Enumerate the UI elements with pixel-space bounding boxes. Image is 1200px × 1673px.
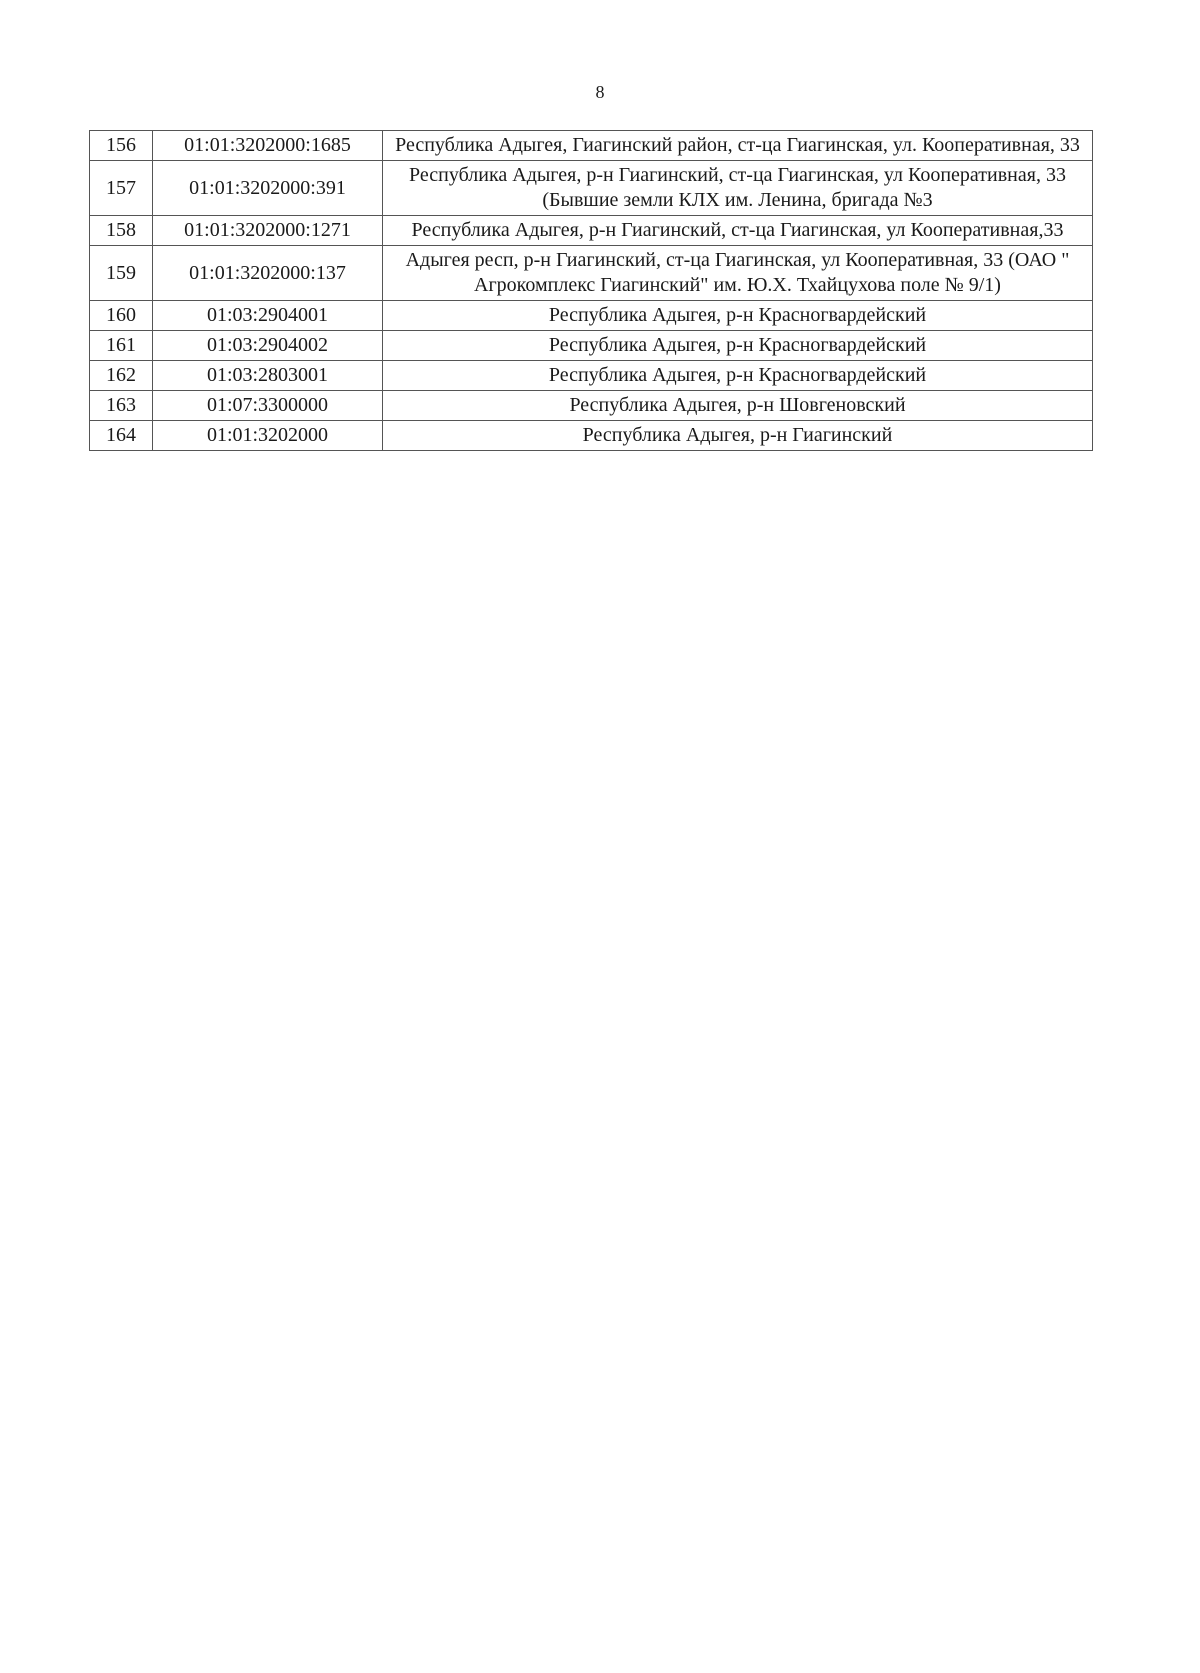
cadastral-number-cell: 01:01:3202000:391 <box>153 161 383 216</box>
table-row <box>90 216 1093 246</box>
table-row <box>90 246 1093 301</box>
table-row <box>90 391 1093 421</box>
address-cell: Республика Адыгея, р-н Шовгеновский <box>383 391 1093 421</box>
table-row <box>90 161 1093 216</box>
table-row <box>90 131 1093 161</box>
row-number-cell: 159 <box>90 246 153 301</box>
cadastral-number-cell: 01:01:3202000:137 <box>153 246 383 301</box>
address-cell: Республика Адыгея, р-н Красногвардейский <box>383 331 1093 361</box>
row-number-cell: 162 <box>90 361 153 391</box>
row-number-cell: 157 <box>90 161 153 216</box>
cadastral-number-cell: 01:03:2904001 <box>153 301 383 331</box>
table-row <box>90 301 1093 331</box>
cadastral-number-cell: 01:01:3202000 <box>153 421 383 451</box>
cadastral-number-cell: 01:01:3202000:1271 <box>153 216 383 246</box>
cadastral-number-cell: 01:07:3300000 <box>153 391 383 421</box>
address-cell: Республика Адыгея, Гиагинский район, ст-ца Гиагинская, ул. Кооперативная, 33 <box>383 131 1093 161</box>
address-cell: Республика Адыгея, р-н Гиагинский <box>383 421 1093 451</box>
row-number-cell: 163 <box>90 391 153 421</box>
row-number-cell: 156 <box>90 131 153 161</box>
cadastral-number-cell: 01:03:2803001 <box>153 361 383 391</box>
table-row <box>90 421 1093 451</box>
page-number: 8 <box>595 82 605 102</box>
cadastral-number-cell: 01:03:2904002 <box>153 331 383 361</box>
table-row <box>90 331 1093 361</box>
address-cell: Республика Адыгея, р-н Гиагинский, ст-ца Гиагинская, ул Кооперативная, 33 (Бывшие земли КЛХ им. Ленина, бригада №3 <box>383 161 1093 216</box>
address-cell: Республика Адыгея, р-н Красногвардейский <box>383 361 1093 391</box>
row-number-cell: 164 <box>90 421 153 451</box>
row-number-cell: 160 <box>90 301 153 331</box>
address-cell: Республика Адыгея, р-н Гиагинский, ст-ца Гиагинская, ул Кооперативная,33 <box>383 216 1093 246</box>
address-cell: Адыгея респ, р-н Гиагинский, ст-ца Гиагинская, ул Кооперативная, 33 (ОАО " Агрокомплекс Гиагинский" им. Ю.Х. Тхайцухова поле № 9/1) <box>383 246 1093 301</box>
cadastral-number-cell: 01:01:3202000:1685 <box>153 131 383 161</box>
row-number-cell: 161 <box>90 331 153 361</box>
address-cell: Республика Адыгея, р-н Красногвардейский <box>383 301 1093 331</box>
table-row <box>90 361 1093 391</box>
row-number-cell: 158 <box>90 216 153 246</box>
land-plots-table <box>89 130 1093 451</box>
